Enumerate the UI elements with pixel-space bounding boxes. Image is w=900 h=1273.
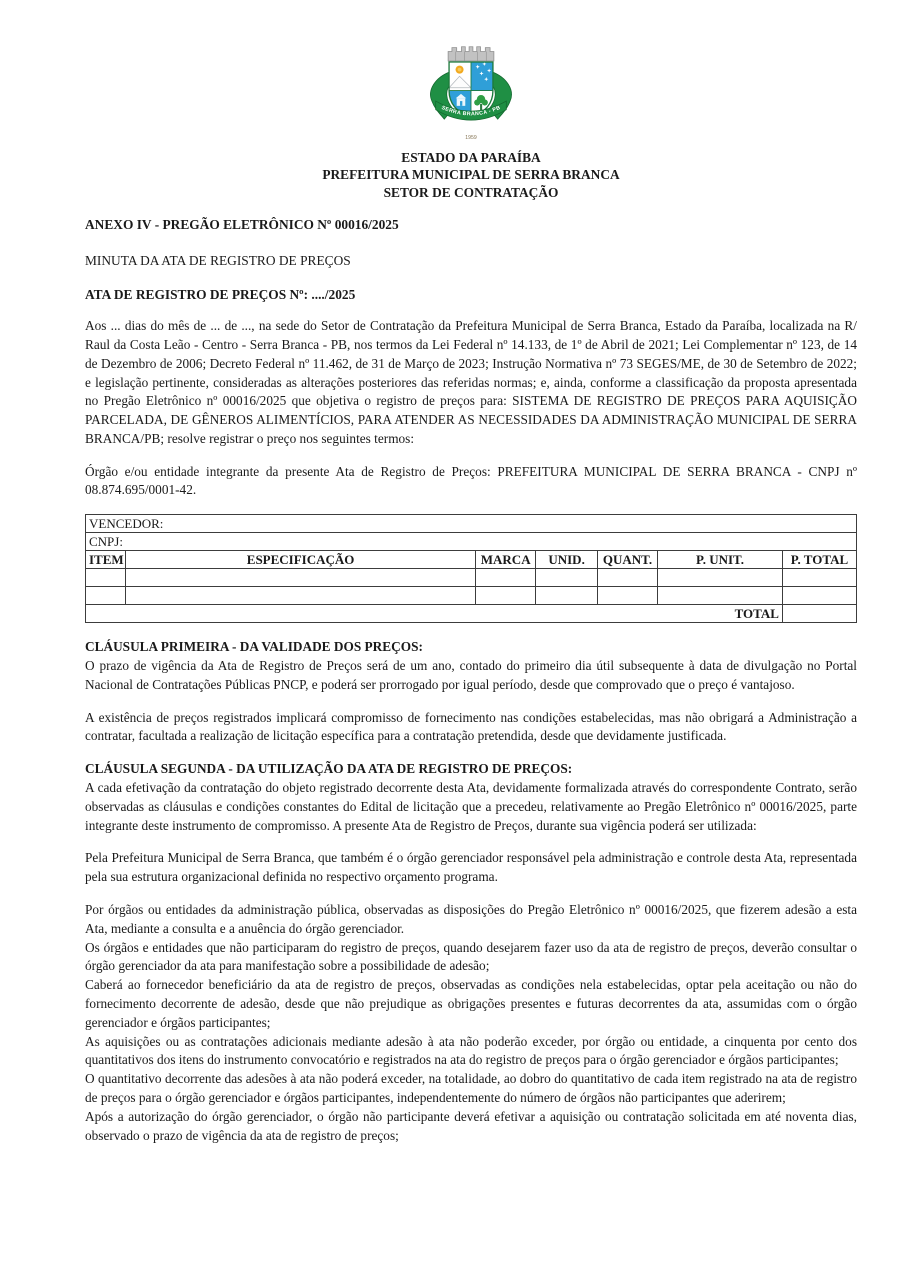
col-header-item: ITEM <box>86 551 126 569</box>
col-header-marca: MARCA <box>476 551 536 569</box>
preamble-paragraph: Aos ... dias do mês de ... de ..., na sede do Setor de Contratação da Prefeitura Municipal de Serra Branca, Estado da Paraíba, localizada na R/ Raul da Costa Leão - Centro - Serra Branca - PB, nos termos da Lei Federal nº 14.133, de 1º de Abril de 2021; Lei Complementar nº 123, de 14 de Dezembro de 2006; Decreto Federal nº 11.462, de 31 de Março de 2023; Instrução Normativa nº 73 SEGES/ME, de 30 de Setembro de 2022; e legislação pertinente, consideradas as alterações posteriores das referidas normas; e, ainda, conforme a classificação da proposta apresentada no Pregão Eletrônico nº 00016/2025 que objetiva o registro de preços para: SISTEMA DE REGISTRO DE PREÇOS PARA AQUISIÇÃO PARCELADA, DE GÊNEROS ALIMENTÍCIOS, PARA ATENDER AS NECESSIDADES DA ADMINISTRAÇÃO MUNICIPAL DE SERRA BRANCA/PB; resolve registrar o preço nos seguintes termos: <box>85 318 857 446</box>
total-row <box>86 605 857 623</box>
empty-cell <box>86 569 126 587</box>
clause-paragraph: Os órgãos e entidades que não participaram do registro de preços, quando desejarem fazer uso da ata de registro de preços, deverão consultar o órgão gerenciador da ata para manifestação sobre a possibilidade de adesão; <box>85 939 857 974</box>
empty-cell <box>658 569 783 587</box>
table-row <box>86 569 857 587</box>
clausula-segunda-heading: CLÁUSULA SEGUNDA - DA UTILIZAÇÃO DA ATA DE REGISTRO DE PREÇOS: <box>85 761 573 777</box>
header-municipality-line: PREFEITURA MUNICIPAL DE SERRA BRANCA <box>322 167 620 183</box>
clausula-primeira-heading: CLÁUSULA PRIMEIRA - DA VALIDADE DOS PREÇOS: <box>85 639 423 655</box>
col-header-punit: P. UNIT. <box>658 551 783 569</box>
orgao-paragraph: Órgão e/ou entidade integrante da presente Ata de Registro de Preços: PREFEITURA MUNICIPAL DE SERRA BRANCA - CNPJ nº 08.874.695/0001-42. <box>85 463 857 498</box>
clause-paragraph: Caberá ao fornecedor beneficiário da ata de registro de preços, observadas as condições nela estabelecidas, optar pela aceitação ou não do fornecimento decorrente de adesão, desde que não prejudique as obrigações presentes e futuras decorrentes da ata, assumidas com o órgão gerenciador e órgãos participantes; <box>85 977 857 1030</box>
document-body <box>85 216 857 1145</box>
empty-cell <box>536 569 598 587</box>
empty-cell <box>782 587 856 605</box>
serra-branca-coat-of-arms-icon <box>423 41 519 144</box>
clause-paragraph: Pela Prefeitura Municipal de Serra Branca, que também é o órgão gerenciador responsável pela administração e controle desta Ata, representada pela sua estrutura organizacional definida no respectivo orçamento programa. <box>85 850 857 885</box>
clause-paragraph: A existência de preços registrados implicará compromisso de fornecimento nas condições estabelecidas, mas não obrigará a Administração a contratar, facultada a realização de licitação específica para a contratação pretendida, desde que devidamente justificada. <box>85 709 857 744</box>
clause-paragraph: O quantitativo decorrente das adesões à ata não poderá exceder, na totalidade, ao dobro do quantitativo de cada item registrado na ata de registro de preços para o órgão gerenciador e órgãos participantes, independentemente do número de órgãos não participantes que aderirem; <box>85 1071 857 1106</box>
clause-paragraph: A cada efetivação da contratação do objeto registrado decorrente desta Ata, devidamente formalizada através do correspondente Contrato, serão observadas as cláusulas e condições constantes do Edital de licitação que a precedeu, relativamente ao Pregão Eletrônico nº 00016/2025, parte integrante deste instrumento de compromisso. A presente Ata de Registro de Preços, durante sua vigência poderá ser utilizada: <box>85 780 857 833</box>
vencedor-label: VENCEDOR: <box>86 515 857 533</box>
document-header <box>85 0 857 201</box>
anexo-title: ANEXO IV - PREGÃO ELETRÔNICO Nº 00016/2025 <box>85 217 399 233</box>
empty-cell <box>476 587 536 605</box>
clause-paragraph: Após a autorização do órgão gerenciador, o órgão não participante deverá efetivar a aquisição ou contratação solicitada em até noventa dias, observado o prazo de vigência da ata de registro de preços; <box>85 1108 857 1143</box>
col-header-ptotal: P. TOTAL <box>782 551 856 569</box>
table-row <box>86 587 857 605</box>
header-department-line: SETOR DE CONTRATAÇÃO <box>383 184 559 200</box>
table-header-row <box>86 551 857 569</box>
cnpj-row <box>86 533 857 551</box>
price-registration-table <box>85 514 857 623</box>
clause-paragraph: O prazo de vigência da Ata de Registro de Preços será de um ano, contado do primeiro dia útil subsequente à data de divulgação no Portal Nacional de Contratações Públicas PNCP, e poderá ser prorrogado por igual período, desde que comprovado que o preço é vantajoso. <box>85 658 857 692</box>
empty-cell <box>597 569 657 587</box>
empty-cell <box>782 569 856 587</box>
vencedor-row <box>86 515 857 533</box>
ata-number-title: ATA DE REGISTRO DE PREÇOS Nº: ..../2025 <box>85 287 356 303</box>
empty-cell <box>476 569 536 587</box>
logo-banner-text: SERRA BRANCA - PB <box>440 104 502 118</box>
col-header-especificacao: ESPECIFICAÇÃO <box>126 551 476 569</box>
empty-cell <box>597 587 657 605</box>
cnpj-label: CNPJ: <box>86 533 857 551</box>
empty-cell <box>126 569 476 587</box>
empty-cell <box>126 587 476 605</box>
clause-paragraph: Por órgãos ou entidades da administração pública, observadas as disposições do Pregão Eletrônico nº 00016/2025, que fizerem adesão a esta Ata, mediante a consulta e a anuência do órgão gerenciador. <box>85 902 857 936</box>
clausula-primeira-section <box>85 638 857 746</box>
clause-paragraph: As aquisições ou as contratações adicionais mediante adesão à ata não poderão exceder, por órgão ou entidade, a cinquenta por cento dos quantitativos dos itens do instrumento convocatório e registrados na ata do registro de preços para o órgão gerenciador e órgãos participantes; <box>85 1033 857 1068</box>
col-header-quant: QUANT. <box>597 551 657 569</box>
total-label: TOTAL <box>86 605 783 623</box>
empty-cell <box>658 587 783 605</box>
total-value-cell <box>782 605 856 623</box>
empty-cell <box>86 587 126 605</box>
logo-year-text: 1959 <box>465 135 477 142</box>
minuta-subtitle: MINUTA DA ATA DE REGISTRO DE PREÇOS <box>85 252 351 268</box>
header-state-line: ESTADO DA PARAÍBA <box>401 150 541 165</box>
clausula-segunda-section <box>85 760 857 1145</box>
empty-cell <box>536 587 598 605</box>
col-header-unid: UNID. <box>536 551 598 569</box>
